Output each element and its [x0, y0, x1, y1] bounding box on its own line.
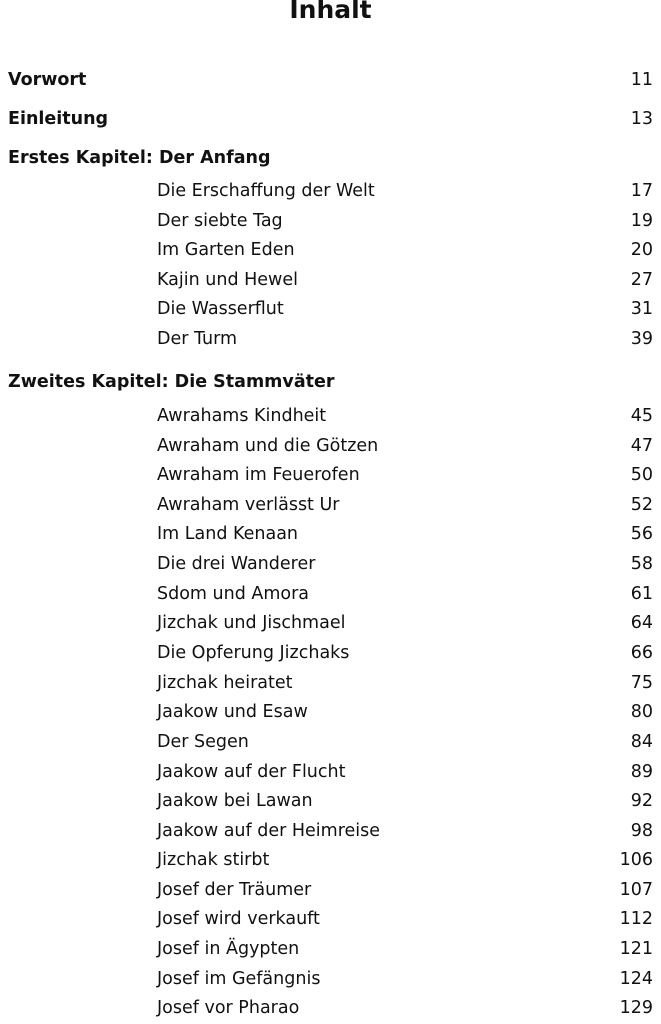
toc-entry-label: Josef im Gefängnis — [157, 969, 321, 989]
toc-entry-page: 58 — [630, 554, 653, 574]
toc-entry — [0, 907, 661, 931]
toc-entry-label: Einleitung — [8, 109, 109, 129]
toc-entry-label: Awrahams Kindheit — [157, 406, 327, 426]
chapter-heading-label: Erstes Kapitel: Der Anfang — [8, 148, 271, 168]
toc-entry-label: Josef vor Pharao — [157, 998, 300, 1018]
toc-entry — [0, 996, 661, 1020]
toc-entry-page: 84 — [630, 732, 653, 752]
toc-entry-label: Awraham verlässt Ur — [157, 495, 340, 515]
page-title: Inhalt — [289, 0, 372, 24]
toc-entry-label: Jizchak heiratet — [157, 673, 293, 693]
toc-entry — [0, 611, 661, 635]
toc-entry-page: 20 — [630, 240, 653, 260]
toc-entry — [0, 404, 661, 428]
toc-entry — [0, 700, 661, 724]
toc-entry-label: Die drei Wanderer — [157, 554, 316, 574]
toc-entry-vorwort — [0, 68, 661, 92]
toc-entry — [0, 878, 661, 902]
toc-entry-label: Der Segen — [157, 732, 249, 752]
toc-entry-label: Im Land Kenaan — [157, 524, 299, 544]
toc-entry-page: 47 — [630, 436, 653, 456]
toc-entry-page: 61 — [630, 584, 653, 604]
chapter-heading — [0, 146, 661, 170]
toc-entry — [0, 463, 661, 487]
toc-entry — [0, 582, 661, 606]
chapter-heading — [0, 370, 661, 394]
toc-entry-page: 64 — [630, 613, 653, 633]
toc-entry — [0, 967, 661, 991]
toc-entry — [0, 848, 661, 872]
toc-entry-label: Die Opferung Jizchaks — [157, 643, 350, 663]
toc-entry — [0, 179, 661, 203]
toc-entry-label: Die Erschaffung der Welt — [157, 181, 375, 201]
toc-entry-page: 98 — [630, 821, 653, 841]
toc-entry-page: 75 — [630, 673, 653, 693]
toc-entry-page: 27 — [630, 270, 653, 290]
toc-entry-page: 66 — [630, 643, 653, 663]
toc-entry-einleitung — [0, 107, 661, 131]
toc-entry — [0, 209, 661, 233]
toc-entry-label: Jizchak und Jischmael — [157, 613, 346, 633]
toc-entry — [0, 789, 661, 813]
toc-entry-label: Vorwort — [8, 70, 87, 90]
chapter-heading-label: Zweites Kapitel: Die Stammväter — [8, 372, 335, 392]
toc-entry-page: 11 — [630, 70, 653, 90]
toc-entry — [0, 937, 661, 961]
toc-entry-page: 89 — [630, 762, 653, 782]
toc-entry-label: Awraham im Feuerofen — [157, 465, 360, 485]
toc-entry — [0, 268, 661, 292]
toc-entry-page: 39 — [630, 329, 653, 349]
toc-entry-page: 19 — [630, 211, 653, 231]
toc-entry-label: Kajin und Hewel — [157, 270, 298, 290]
toc-entry-label: Jaakow bei Lawan — [157, 791, 313, 811]
toc-entry — [0, 493, 661, 517]
toc-entry-page: 80 — [630, 702, 653, 722]
toc-entry — [0, 552, 661, 576]
toc-entry-label: Die Wasserflut — [157, 299, 284, 319]
toc-entry-label: Jaakow auf der Flucht — [157, 762, 346, 782]
toc-entry — [0, 641, 661, 665]
toc-entry-page: 31 — [630, 299, 653, 319]
toc-entry-label: Josef in Ägypten — [157, 939, 300, 959]
toc-entry-label: Jizchak stirbt — [157, 850, 270, 870]
toc-entry-label: Der Turm — [157, 329, 238, 349]
toc-entry — [0, 522, 661, 546]
toc-entry-label: Im Garten Eden — [157, 240, 295, 260]
toc-entry-page: 121 — [619, 939, 653, 959]
toc-entry-label: Josef der Träumer — [157, 880, 312, 900]
toc-entry — [0, 730, 661, 754]
toc-entry-label: Der siebte Tag — [157, 211, 283, 231]
toc-entry-page: 50 — [630, 465, 653, 485]
toc-entry-label: Sdom und Amora — [157, 584, 310, 604]
toc-entry — [0, 671, 661, 695]
toc-entry-page: 106 — [619, 850, 653, 870]
toc-entry-label: Josef wird verkauft — [157, 909, 320, 929]
toc-entry-label: Jaakow auf der Heimreise — [157, 821, 381, 841]
toc-entry-page: 45 — [630, 406, 653, 426]
toc-entry — [0, 434, 661, 458]
toc-entry-page: 129 — [619, 998, 653, 1018]
toc-entry — [0, 327, 661, 351]
toc-entry — [0, 238, 661, 262]
toc-entry-page: 107 — [619, 880, 653, 900]
toc-entry-page: 56 — [630, 524, 653, 544]
toc-entry — [0, 819, 661, 843]
toc-entry — [0, 760, 661, 784]
toc-entry-page: 17 — [630, 181, 653, 201]
toc-entry — [0, 297, 661, 321]
toc-entry-page: 92 — [630, 791, 653, 811]
toc-entry-page: 124 — [619, 969, 653, 989]
toc-entry-page: 112 — [619, 909, 653, 929]
toc-entry-page: 52 — [630, 495, 653, 515]
toc-entry-label: Awraham und die Götzen — [157, 436, 379, 456]
toc-entry-page: 13 — [630, 109, 653, 129]
toc-entry-label: Jaakow und Esaw — [157, 702, 308, 722]
